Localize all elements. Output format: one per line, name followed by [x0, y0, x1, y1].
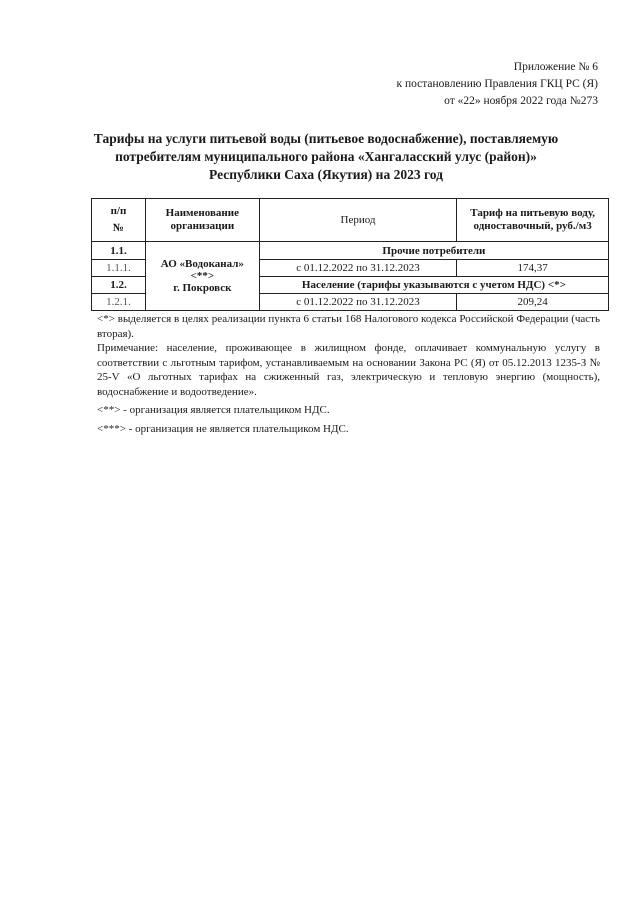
appendix-header: [397, 59, 599, 110]
section-label: Население (тарифы указываются с учетом НДС) <*>: [259, 277, 608, 294]
row-tariff-value: 209,24: [457, 294, 609, 311]
row-number: 1.1.1.: [92, 260, 146, 277]
table-header-row: [92, 199, 609, 242]
organization-cell: [145, 242, 259, 311]
appendix-resolution: к постановлению Правления ГКЦ РС (Я): [396, 78, 598, 90]
title-line-2: потребителям муниципального района «Хангаласский улус (район)»: [115, 149, 537, 164]
header-tariff: Тариф на питьевую воду, одноставочный, руб./м3: [457, 199, 609, 242]
organization-name: АО «Водоканал»: [160, 258, 244, 270]
organization-vat-mark: <**>: [190, 270, 215, 282]
appendix-date: от «22» ноября 2022 года №273: [444, 95, 598, 107]
row-number: 1.2.1.: [92, 294, 146, 311]
footnote-population-note: Примечание: население, проживающее в жилищном фонде, оплачивает коммунальную услугу в соответствии с льготным тарифом, устанавливаемым на основании Закона РС (Я) от 05.12.2013 1235-З № 25-V «О льготных тарифах на сжиженный газ, электрическую и тепловую энергию (мощность), водоснабжение и водоотведение».: [97, 342, 600, 398]
tariff-table: [91, 198, 609, 311]
row-period: с 01.12.2022 по 31.12.2023: [259, 260, 456, 277]
header-organization: Наименование организации: [145, 199, 259, 242]
row-number: 1.1.: [92, 242, 146, 260]
appendix-number: Приложение № 6: [513, 61, 598, 73]
header-number-line1: п/п: [110, 205, 127, 217]
footnote-vat: <*> выделяется в целях реализации пункта 6 статьи 168 Налогового кодекса Российской Федерации (часть вторая).: [97, 313, 600, 340]
document-title: [60, 130, 592, 184]
header-number: [92, 199, 146, 242]
table-row: [92, 242, 609, 260]
section-label: Прочие потребители: [259, 242, 608, 260]
organization-city: г. Покровск: [173, 282, 232, 294]
title-line-1: Тарифы на услуги питьевой воды (питьевое водоснабжение), поставляемую: [93, 131, 559, 146]
row-number: 1.2.: [92, 277, 146, 294]
footnote-vat-payer: <**> - организация является плательщиком НДС.: [97, 404, 330, 416]
row-tariff-value: 174,37: [457, 260, 609, 277]
header-period: Период: [259, 199, 456, 242]
row-period: с 01.12.2022 по 31.12.2023: [259, 294, 456, 311]
title-line-3: Республики Саха (Якутия) на 2023 год: [209, 167, 443, 182]
header-number-line2: №: [112, 222, 124, 234]
footnotes: [97, 312, 600, 436]
footnote-not-vat-payer: <***> - организация не является плательщиком НДС.: [97, 422, 349, 435]
